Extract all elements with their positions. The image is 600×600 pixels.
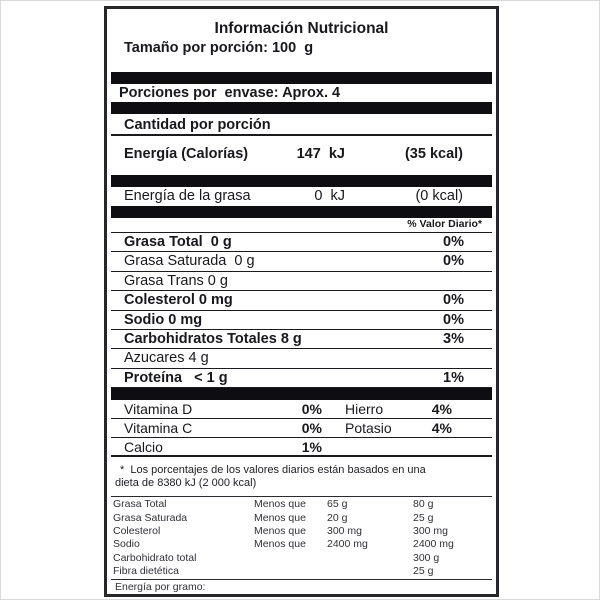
daily-value-header: % Valor Diario* [111,219,492,233]
ref-name: Grasa Total [113,498,167,511]
ref-value-2: 2400 mg [413,538,454,551]
vitamin-name: Vitamina D [124,401,193,418]
vitamin-row-c-potassium [111,419,492,438]
nutrient-dv: 0% [443,311,464,328]
nutrient-row-total-fat [111,233,492,252]
energy-calories-kj: 147 kJ [296,146,345,162]
ref-value-1: 2400 mg [327,538,368,551]
divider-rule [111,579,492,580]
energy-calories-kcal: (35 kcal) [404,146,463,162]
vitamin-row-calcium [111,438,492,457]
nutrient-row-trans-fat [111,272,492,291]
reference-row [107,552,496,565]
ref-value-1: 20 g [327,511,348,524]
footnote-line-1: * Los porcentajes de los valores diarios están basados en una [120,464,426,477]
nutrient-row-protein [111,369,492,388]
ref-value-2: 25 g [413,565,434,578]
energy-calories-row [107,146,496,163]
reference-row [107,565,496,578]
divider-bar [111,102,492,114]
nutrient-name: Colesterol 0 mg [124,292,233,309]
reference-row [107,498,496,511]
nutrient-dv: 0% [443,234,464,250]
vitamin-name: Calcio [124,439,163,456]
ref-condition: Menos que [254,524,306,537]
vitamin-value: 4% [431,401,452,418]
fat-energy-kcal: (0 kcal) [415,188,463,204]
energy-calories-label: Energía (Calorías) [124,146,249,162]
nutrient-name: Grasa Total 0 g [124,234,232,250]
divider-bar [111,206,492,218]
nutrient-dv: 1% [443,369,464,386]
divider-bar [111,175,492,187]
vitamin-name: Vitamina C [124,420,193,437]
ref-name: Sodio [113,538,140,551]
nutrient-name: Sodio 0 mg [124,311,203,328]
nutrient-row-cholesterol [111,291,492,310]
ref-condition: Menos que [254,511,306,524]
vitamin-value: 0% [301,420,322,437]
nutrient-name: Carbohidratos Totales 8 g [124,330,302,347]
nutrient-name: Proteína < 1 g [124,369,228,386]
vitamin-value: 4% [431,420,452,437]
nutrient-dv: 0% [443,292,464,309]
reference-row [107,525,496,538]
nutrient-name: Grasa Saturada 0 g [124,253,255,270]
ref-value-2: 300 mg [413,524,449,537]
ref-value-2: 80 g [413,498,434,511]
ref-name: Fibra dietética [113,565,179,578]
energy-per-gram-footer: Energía por gramo: [115,581,206,594]
ref-name: Colesterol [113,524,161,537]
fat-energy-label: Energía de la grasa [124,188,251,204]
vitamin-row-d-iron [111,400,492,419]
ref-condition: Menos que [254,538,306,551]
reference-row [107,538,496,551]
nutrition-label [104,6,499,597]
vitamin-name: Potasio [345,420,392,437]
footnote-line-2: dieta de 8380 kJ (2 000 kcal) [115,476,257,489]
ref-value-1: 65 g [327,498,348,511]
nutrient-row-sugars [111,349,492,368]
nutrient-row-sodium [111,311,492,330]
nutrient-name: Grasa Trans 0 g [124,272,228,289]
ref-value-2: 300 g [413,551,440,564]
divider-bar [111,72,492,84]
ref-value-1: 300 mg [327,524,363,537]
divider-rule [111,496,492,497]
serving-size-label: Tamaño por porción: [124,40,268,56]
vitamin-value: 1% [301,439,322,456]
ref-value-2: 25 g [413,511,434,524]
fat-energy-row [107,189,496,204]
nutrient-dv: 3% [443,330,464,347]
nutrient-row-saturated-fat [111,252,492,271]
vitamin-name: Hierro [345,401,384,418]
ref-name: Grasa Saturada [113,511,188,524]
reference-row [107,512,496,525]
servings-value: Aprox. 4 [282,85,341,101]
label-title: Información Nutricional [214,20,389,37]
divider-bar [111,388,492,400]
nutrient-dv: 0% [443,253,464,270]
ref-condition: Menos que [254,498,306,511]
serving-size-value: 100 g [271,40,314,56]
daily-value-footnote [107,464,496,489]
servings-label: Porciones por envase: [119,85,279,101]
vitamin-value: 0% [301,401,322,418]
fat-energy-kj: 0 kJ [314,188,345,204]
nutrient-name: Azucares 4 g [124,350,209,367]
amount-per-serving-header: Cantidad por porción [111,117,492,136]
ref-name: Carbohidrato total [113,551,197,564]
serving-size-row [124,40,496,56]
reference-table [107,498,496,578]
servings-per-container-row [119,86,496,101]
nutrient-row-total-carbs [111,330,492,349]
